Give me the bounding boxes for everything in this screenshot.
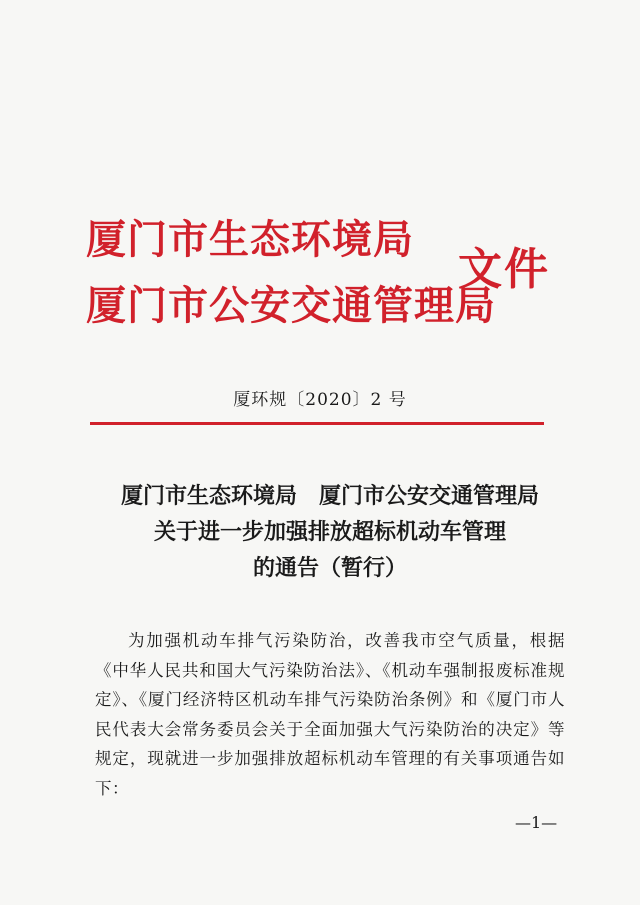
body-paragraph: 为加强机动车排气污染防治，改善我市空气质量，根据《中华人民共和国大气污染防治法》、《机动车强制报废标准规定》、《厦门经济特区机动车排气污染防治条例》和《厦门市人民代表大会常务委员会关于全面加强大气污染防治的决定》等规定，现就进一步加强排放超标机动车管理的有关事项通告如下： (95, 631, 565, 798)
document-word: 文件 (458, 244, 550, 295)
red-divider (90, 422, 544, 425)
title-line-1: 厦门市生态环境局 厦门市公安交通管理局 (120, 483, 539, 509)
document-number: 厦环规〔2020〕2 号 (233, 390, 407, 410)
red-header (86, 212, 556, 352)
title-line-2: 关于进一步加强排放超标机动车管理 (153, 519, 506, 545)
issuer-name-2: 厦门市公安交通管理局 (86, 282, 496, 329)
title-line-3: 的通告（暂行） (252, 555, 407, 581)
issuer-name-1: 厦门市生态环境局 (86, 216, 414, 263)
page-number: —1— (515, 813, 558, 832)
